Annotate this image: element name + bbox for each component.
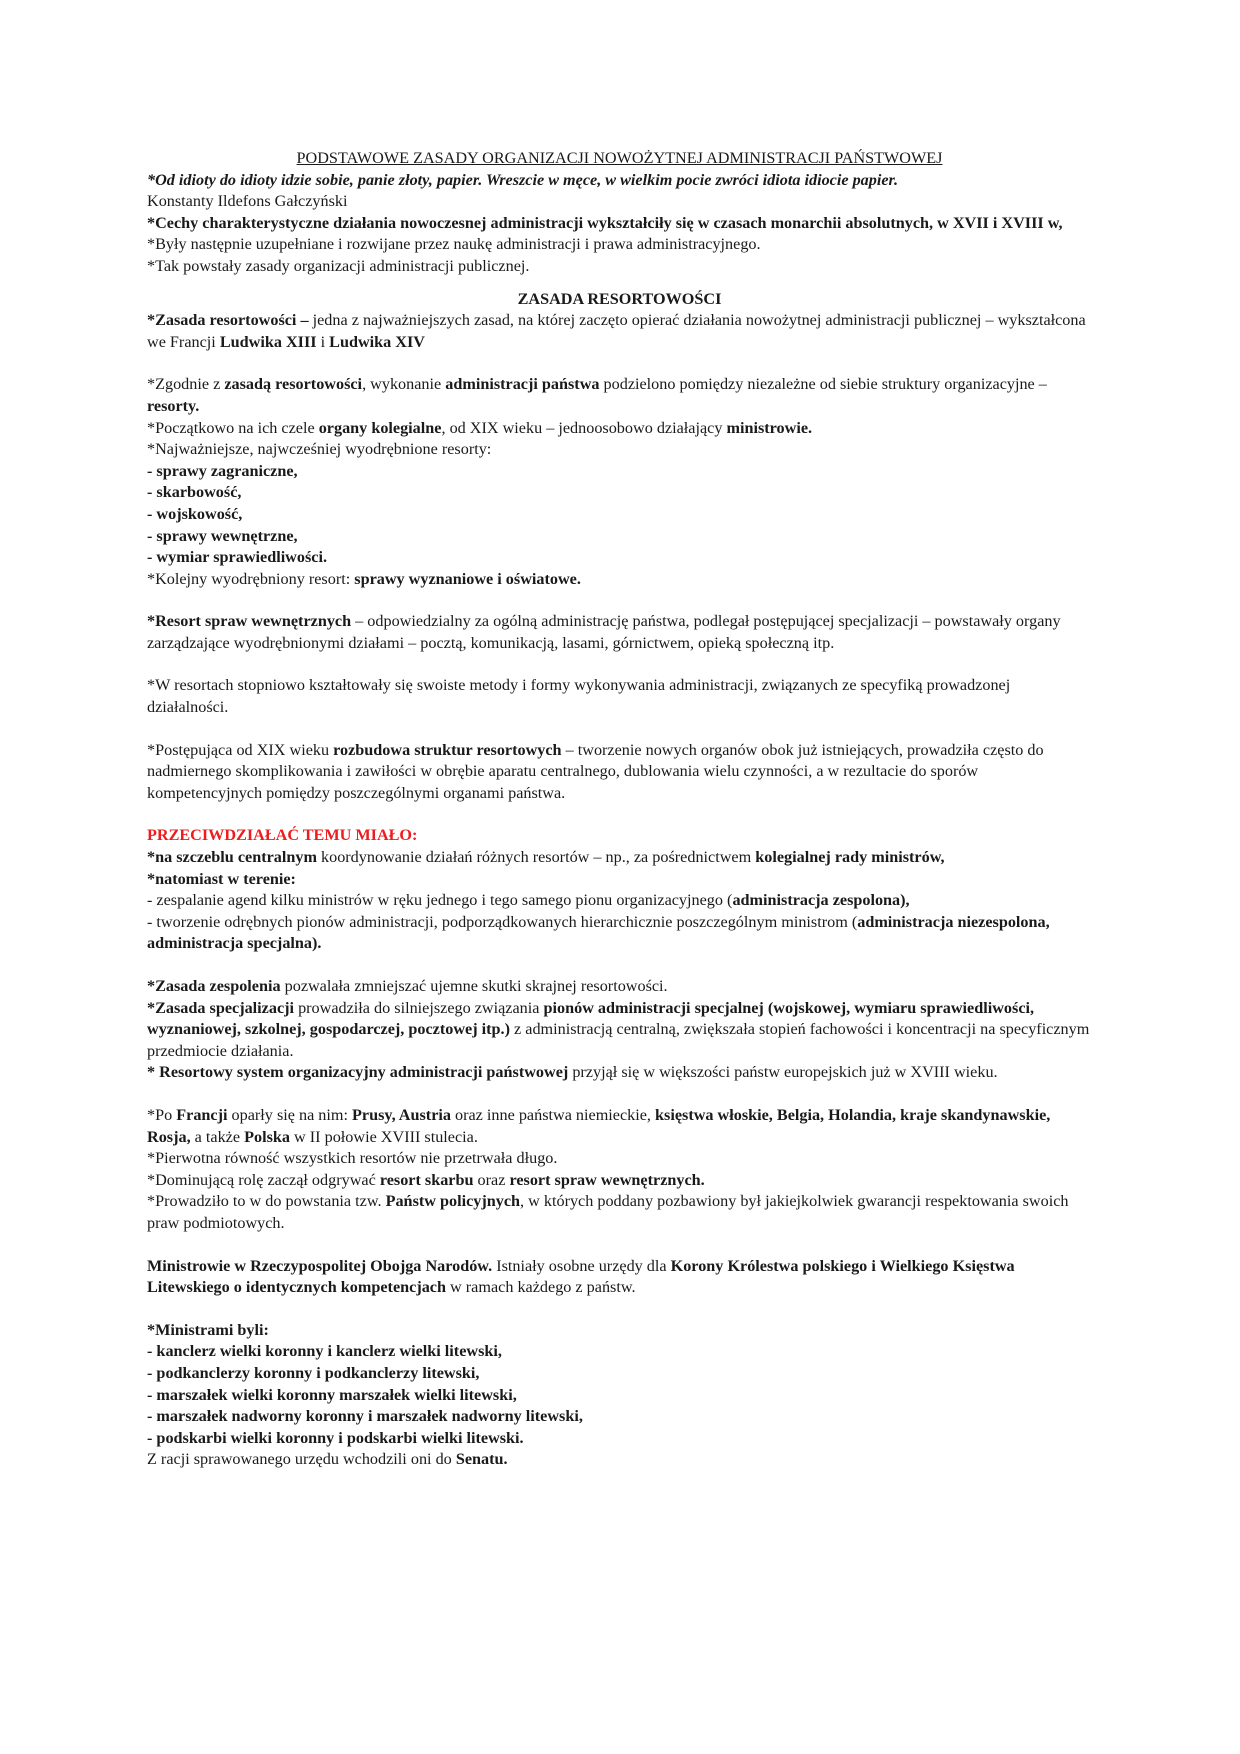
intro-line-1: *Cechy charakterystyczne działania nowoczesnej administracji wykształciły się w czasach monarchii absolutnych, w XVII i XVIII w, — [147, 213, 1063, 232]
list-item: - kanclerz wielki koronny i kanclerz wielki litewski, — [147, 1342, 502, 1361]
paragraph-centralny: *na szczeblu centralnym koordynowanie działań różnych resortów – np., za pośrednictwem kolegialnej rady ministrów, — [147, 848, 945, 867]
paragraph-zgodnie: *Zgodnie z zasadą resortowości, wykonanie administracji państwa podzielono pomiędzy niezależne od siebie struktury organizacyjne – resorty. — [147, 375, 1047, 415]
document-page — [147, 148, 1092, 1471]
list-item: - tworzenie odrębnych pionów administracji, podporządkowanych hierarchicznie poszczególnym ministrom (administracja niezespolona, administracja specjalna). — [147, 912, 1050, 953]
red-heading: PRZECIWDZIAŁAĆ TEMU MIAŁO: — [147, 826, 418, 845]
paragraph-panstwa-policyjne: *Prowadziło to w do powstania tzw. Państw policyjnych, w których poddany pozbawiony był jakiejkolwiek gwarancji respektowania swoich praw podmiotowych. — [147, 1192, 1069, 1232]
paragraph-system: * Resortowy system organizacyjny administracji państwowej przyjął się w większości państw europejskich już w XVIII wieku. — [147, 1063, 998, 1082]
intro-line-3: *Tak powstały zasady organizacji administracji publicznej. — [147, 256, 530, 275]
quote-author: Konstanty Ildefons Gałczyński — [147, 192, 348, 211]
paragraph-metody: *W resortach stopniowo kształtowały się swoiste metody i formy wykonywania administracji, związanych ze specyfiką prowadzonej działalności. — [147, 676, 1011, 717]
paragraph-kolejny: *Kolejny wyodrębniony resort: sprawy wyznaniowe i oświatowe. — [147, 569, 581, 588]
paragraph-resort-spraw: *Resort spraw wewnętrznych – odpowiedzialny za ogólną administrację państwa, podlegał postępującej specjalizacji – powstawały organy zarządzające wyodrębnionymi działami – pocztą, komunikacją, lasami, górnictwem, opieką społeczną itp. — [147, 612, 1061, 652]
list-intro: *Ministrami byli: — [147, 1320, 269, 1339]
intro-line-2: *Były następnie uzupełniane i rozwijane przez naukę administracji i prawa administracyjnego. — [147, 235, 761, 254]
list-item: - podkanclerzy koronny i podkanclerzy litewski, — [147, 1363, 480, 1382]
paragraph-resortowosc: *Zasada resortowości – jedna z najważniejszych zasad, na której zaczęto opierać działania nowożytnej administracji publicznej – wykształcona we Francji Ludwika XIII i Ludwika XIV — [147, 311, 1086, 351]
paragraph-rozbudowa: *Postępująca od XIX wieku rozbudowa struktur resortowych – tworzenie nowych organów obok już istniejących, prowadziła często do nadmiernego skomplikowania i zawiłości w obrębie aparatu centralnego, dublowania wielu czynności, a w rezultacie do sporów kompetencyjnych pomiędzy poszczególnymi organami państwa. — [147, 740, 1044, 802]
quote: *Od idioty do idioty idzie sobie, panie złoty, papier. Wreszcie w męce, w wielkim pocie zwróci idiota idiocie papier. — [147, 170, 898, 189]
paragraph-dominujaca: *Dominującą rolę zaczął odgrywać resort skarbu oraz resort spraw wewnętrznych. — [147, 1170, 705, 1189]
paragraph-po-francji: *Po Francji oparły się na nim: Prusy, Austria oraz inne państwa niemieckie, księstwa włoskie, Belgia, Holandia, kraje skandynawskie, Rosja, a także Polska w II połowie XVIII stulecia. — [147, 1105, 1051, 1146]
paragraph-poczatkowo: *Początkowo na ich czele organy kolegialne, od XIX wieku – jednoosobowo działający ministrowie. — [147, 418, 813, 437]
list-item: - marszałek wielki koronny marszałek wielki litewski, — [147, 1385, 517, 1404]
list-item: - marszałek nadworny koronny i marszałek nadworny litewski, — [147, 1407, 583, 1426]
paragraph-specjalizacja: *Zasada specjalizacji prowadziła do silniejszego związania pionów administracji specjalnej (wojskowej, wymiaru sprawiedliwości, wyznaniowej, szkolnej, gospodarczej, pocztowej itp.) z administracją centralną, zwiększała stopień fachowości i koncentracji na specyficznym przedmiocie działania. — [147, 998, 1090, 1060]
list-item: - zespalanie agend kilku ministrów w ręku jednego i tego samego pionu organizacyjnego (administracja zespolona), — [147, 891, 910, 910]
paragraph-ministrowie: Ministrowie w Rzeczypospolitej Obojga Narodów. Istniały osobne urzędy dla Korony Królestwa polskiego i Wielkiego Księstwa Litewskiego o identycznych kompetencjach w ramach każdego z państw. — [147, 1256, 1015, 1297]
list-item: - skarbowość, — [147, 483, 242, 502]
section-heading: ZASADA RESORTOWOŚCI — [517, 289, 722, 308]
list-item: - wymiar sprawiedliwości. — [147, 548, 327, 567]
paragraph-rownosc: *Pierwotna równość wszystkich resortów nie przetrwała długo. — [147, 1149, 558, 1168]
paragraph-teren: *natomiast w terenie: — [147, 869, 296, 888]
list-intro: *Najważniejsze, najwcześniej wyodrębnione resorty: — [147, 440, 492, 459]
paragraph-senat: Z racji sprawowanego urzędu wchodzili oni do Senatu. — [147, 1450, 508, 1469]
document-title: PODSTAWOWE ZASADY ORGANIZACJI NOWOŻYTNEJ ADMINISTRACJI PAŃSTWOWEJ — [296, 149, 943, 167]
paragraph-zespolenie: *Zasada zespolenia pozwalała zmniejszać ujemne skutki skrajnej resortowości. — [147, 977, 668, 995]
list-item: - wojskowość, — [147, 504, 243, 523]
list-item: - podskarbi wielki koronny i podskarbi wielki litewski. — [147, 1428, 524, 1447]
list-item: - sprawy wewnętrzne, — [147, 526, 298, 545]
list-item: - sprawy zagraniczne, — [147, 461, 298, 480]
